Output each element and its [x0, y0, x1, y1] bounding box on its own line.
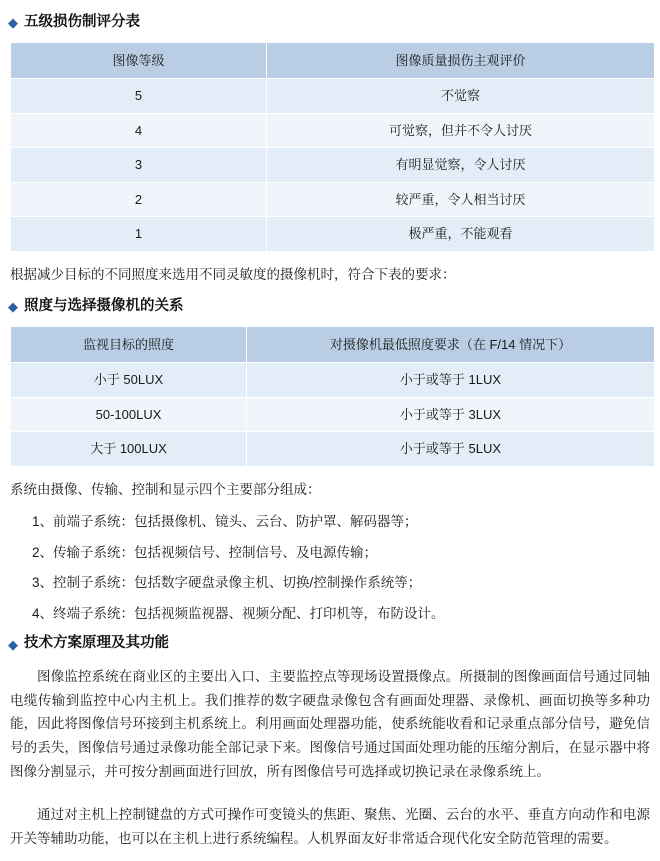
section-heading-text: 五级损伤制评分表	[24, 14, 140, 30]
table-row	[11, 432, 655, 467]
table-cell: 小于或等于 3LUX	[247, 397, 655, 432]
table-row	[11, 79, 655, 114]
list-item: 2、传输子系统：包括视频信号、控制信号、及电源传输；	[32, 544, 378, 560]
diamond-bullet-icon: ◆	[8, 636, 18, 652]
diamond-bullet-icon: ◆	[8, 299, 18, 315]
list-item: 1、前端子系统：包括摄像机、镜头、云台、防护罩、解码器等；	[32, 514, 418, 530]
section-heading-text: 技术方案原理及其功能	[24, 635, 169, 652]
damage-scale-table	[10, 42, 655, 252]
table-cell: 5	[11, 79, 267, 114]
table-row	[11, 217, 655, 252]
table-header-cell: 图像等级	[11, 42, 267, 79]
tech-plan-paragraph: 通过对主机上控制键盘的方式可操作可变镜头的焦距、聚焦、光圈、云台的水平、垂直方向动作和电源开关等辅助功能，也可以在主机上进行系统编程。人机界面友好非常适合现代化安全防范管理的需要。	[10, 807, 650, 846]
table-cell: 50-100LUX	[11, 397, 247, 432]
section-heading-text: 照度与选择摄像机的关系	[24, 298, 184, 315]
list-item: 4、终端子系统：包括视频监视器、视频分配、打印机等，布防设计。	[32, 605, 445, 621]
table-cell: 2	[11, 182, 267, 217]
table-cell: 3	[11, 148, 267, 183]
table-cell: 小于 50LUX	[11, 363, 247, 398]
table-cell: 4	[11, 113, 267, 148]
table-row	[11, 397, 655, 432]
illumination-intro-paragraph: 根据减少目标的不同照度来选用不同灵敏度的摄像机时，符合下表的要求：	[10, 266, 456, 282]
illumination-table	[10, 326, 655, 467]
table-cell: 1	[11, 217, 267, 252]
system-composition-intro: 系统由摄像、传输、控制和显示四个主要部分组成：	[10, 481, 321, 497]
table-cell: 小于或等于 5LUX	[247, 432, 655, 467]
table-row	[11, 113, 655, 148]
list-item: 3、控制子系统：包括数字硬盘录像主机、切换/控制操作系统等；	[32, 575, 422, 591]
table-header-cell: 对摄像机最低照度要求（在 F/14 情况下）	[247, 326, 655, 363]
section-heading-tech-plan	[8, 633, 654, 655]
table-cell: 可觉察，但并不令人讨厌	[267, 113, 655, 148]
table-cell: 有明显觉察，令人讨厌	[267, 148, 655, 183]
section-heading-damage-scale	[8, 12, 654, 34]
table-row	[11, 182, 655, 217]
table-cell: 小于或等于 1LUX	[247, 363, 655, 398]
table-header-cell: 图像质量损伤主观评价	[267, 42, 655, 79]
table-header-row	[11, 326, 655, 363]
table-row	[11, 363, 655, 398]
table-cell: 极严重，不能观看	[267, 217, 655, 252]
table-header-cell: 监视目标的照度	[11, 326, 247, 363]
table-header-row	[11, 42, 655, 79]
table-cell: 大于 100LUX	[11, 432, 247, 467]
table-row	[11, 148, 655, 183]
section-heading-illumination	[8, 296, 654, 318]
tech-plan-paragraph: 图像监控系统在商业区的主要出入口、主要监控点等现场设置摄像点。所摄制的图像画面信号通过同轴电缆传输到监控中心内主机上。我们推荐的数字硬盘录像包含有画面处理器、录像机、画面切换等多种功能，因此将图像信号环接到主机系统上。利用画面处理器功能，使系统能收看和记录重点部分信号，避免信号的丢失，图像信号通过录像功能全部记录下来。图像信号通过国面处理功能的压缩分割后，在显示器中将图像分割显示，并可按分割画面进行回放，所有图像信号可选择或切换记录在录像系统上。	[10, 669, 650, 779]
diamond-bullet-icon: ◆	[8, 15, 18, 31]
table-cell: 不觉察	[267, 79, 655, 114]
table-cell: 较严重，令人相当讨厌	[267, 182, 655, 217]
